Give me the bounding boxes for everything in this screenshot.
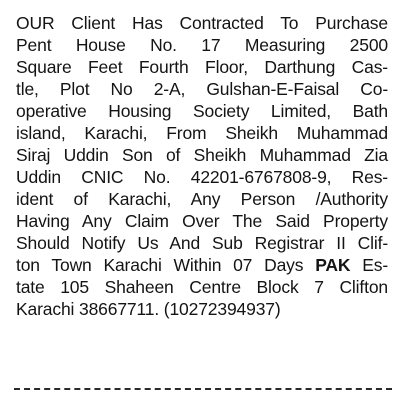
notice-line: Square Feet Fourth Floor, Darthung Cas-	[16, 57, 388, 77]
brand-name: PAK	[315, 255, 351, 275]
notice-line: island, Karachi, From Sheikh Muhammad	[16, 123, 388, 143]
notice-line-text: ton Town Karachi Within 07 Days	[16, 255, 316, 275]
notice-line-tail: Es-	[350, 255, 389, 275]
notice-line: operative Housing Society Limited, Bath	[16, 101, 388, 121]
notice-line: Karachi 38667711. (10272394937)	[16, 299, 281, 319]
notice-line: OUR Client Has Contracted To Purchase	[16, 13, 388, 33]
notice-line: tate 105 Shaheen Centre Block 7 Clifton	[16, 277, 388, 297]
notice-line: Uddin CNIC No. 42201-6767808-9, Res-	[16, 167, 388, 187]
notice-line: Pent House No. 17 Measuring 2500	[16, 35, 388, 55]
notice-line-with-brand	[16, 254, 388, 276]
notice-line: ident of Karachi, Any Person /Authority	[16, 189, 388, 209]
notice-line: Siraj Uddin Son of Sheikh Muhammad Zia	[16, 145, 388, 165]
notice-line: tle, Plot No 2-A, Gulshan-E-Faisal Co-	[16, 79, 388, 99]
dashed-divider	[14, 388, 392, 390]
notice-line: Should Notify Us And Sub Registrar II Clif-	[16, 233, 388, 253]
notice-line: Having Any Claim Over The Said Property	[16, 211, 388, 231]
